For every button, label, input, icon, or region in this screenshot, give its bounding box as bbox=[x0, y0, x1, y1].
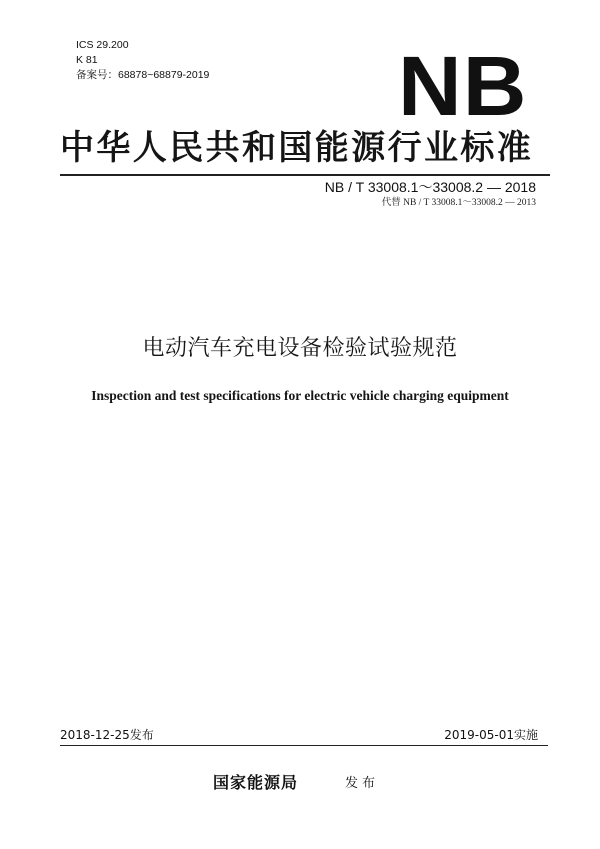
issue-date: 2018-12-25发布 bbox=[60, 728, 154, 742]
standard-number: NB / T 33008.1～33008.2 — 2018 bbox=[324, 179, 536, 195]
org-title: 中华人民共和国能源行业标准 bbox=[60, 128, 534, 168]
ccs-code: K 81 bbox=[76, 54, 98, 66]
header-divider bbox=[60, 174, 550, 176]
issuing-authority: 国家能源局 bbox=[213, 773, 299, 792]
nb-logo: NB bbox=[398, 39, 528, 133]
document-title-en: Inspection and test specifications for electric vehicle charging equipment bbox=[91, 388, 509, 403]
filing-number: 备案号：68878~68879-2019 bbox=[76, 69, 210, 81]
implementation-date: 2019-05-01实施 bbox=[444, 728, 538, 742]
footer-divider bbox=[60, 745, 548, 746]
document-title-cn: 电动汽车充电设备检验试验规范 bbox=[142, 336, 458, 361]
publish-label: 发布 bbox=[345, 776, 380, 791]
replaces-standard: 代替 NB / T 33008.1～33008.2 — 2013 bbox=[381, 198, 536, 208]
ics-code: ICS 29.200 bbox=[76, 39, 129, 51]
